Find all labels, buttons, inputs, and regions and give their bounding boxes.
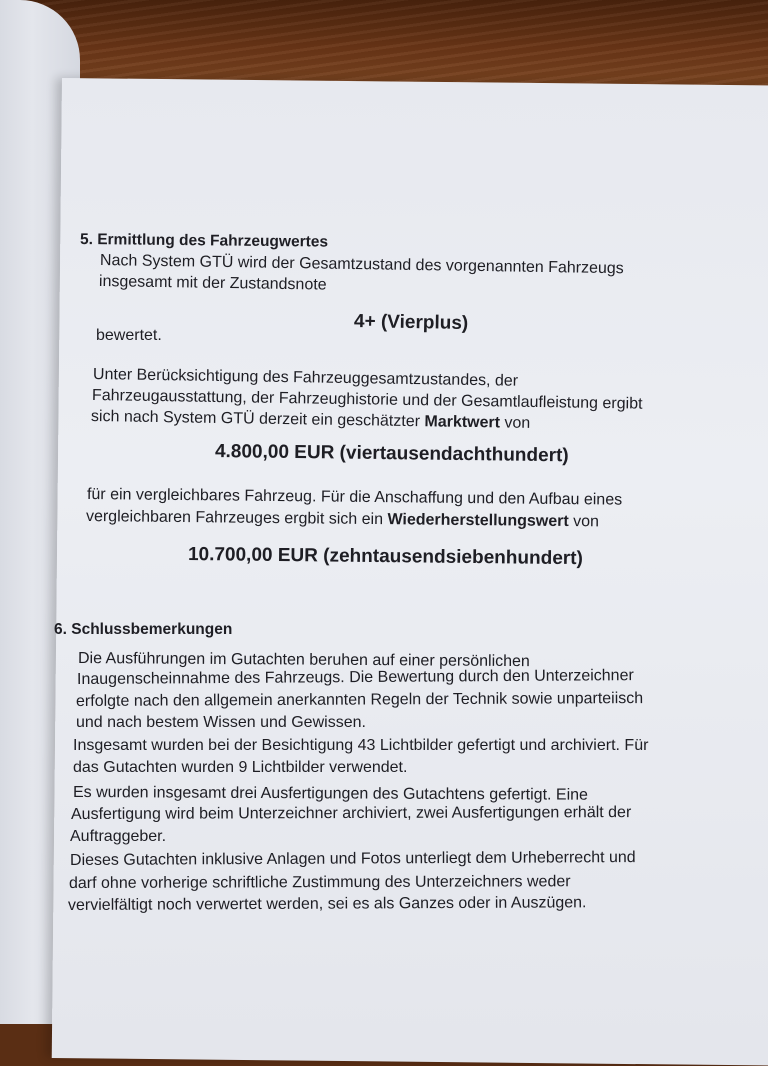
section-6-text-line: Dieses Gutachten inklusive Anlagen und Fotos unterliegt dem Urheberrecht und [69,849,636,869]
section-6-text-line: darf ohne vorherige schriftliche Zustimmung des Unterzeichners weder [68,873,571,892]
section-5-text-line: insgesamt mit der Zustandsnote [98,273,327,294]
market-value: 4.800,00 EUR (viertausendachthundert) [214,441,569,467]
section-6-text-line: Inaugenscheinnahme des Fahrzeugs. Die Bewertung durch den Unterzeichner [76,667,634,688]
replacement-value: 10.700,00 EUR (zehntausendsiebenhundert) [187,544,583,570]
section-6-text-line: Auftraggeber. [70,828,167,845]
section-5-text-line: für ein vergleichbares Fahrzeug. Für die Anschaffung und den Aufbau eines [86,486,623,509]
section-6-text-line: Insgesamt wurden bei der Besichtigung 43 Lichtbilder gefertigt und archiviert. Für [73,737,649,754]
section-6-text-line: Ausfertigung wird beim Unterzeichner archiviert, zwei Ausfertigungen erhält der [70,804,632,823]
text-segment: von [499,414,531,432]
section-6-heading: 6. Schlussbemerkungen [54,621,233,638]
section-5-text-line: Nach System GTÜ wird der Gesamtzustand des vorgenannten Fahrzeugs [99,252,624,278]
section-5-heading: 5. Ermittlung des Fahrzeugwertes [79,231,329,251]
market-value-term: Marktwert [424,413,501,432]
condition-grade: 4+ (Vierplus) [353,311,469,334]
text-segment: vergleichbaren Fahrzeuges ergbit sich ein [85,508,388,529]
section-6-text-line: Es wurden insgesamt drei Ausfertigungen des Gutachtens gefertigt. Eine [72,784,589,804]
replacement-value-term: Wiederherstellungswert [387,511,569,531]
text-segment: von [568,513,600,531]
section-6-text-line: vervielfältigt noch verwertet werden, sei es als Ganzes oder in Auszügen. [67,894,587,914]
section-5-text-line: Fahrzeugausstattung, der Fahrzeughistorie und der Gesamtlaufleistung ergibt [91,387,643,413]
section-5-text-line: Unter Berücksichtigung des Fahrzeuggesamtzustandes, der [92,366,519,390]
section-6-text-line: Die Ausführungen im Gutachten beruhen auf einer persönlichen [77,650,530,671]
section-6-text-line: und nach bestem Wissen und Gewissen. [76,714,366,731]
document-content [54,80,762,1040]
section-5-text-line: bewertet. [96,327,162,344]
text-segment: sich nach System GTÜ derzeit ein geschätzter [90,408,425,431]
section-5-text-line [86,507,599,532]
section-6-text-line: erfolgte nach den allgemein anerkannten Regeln der Technik sowie unparteiisch [75,690,644,710]
section-6-text-line: das Gutachten wurden 9 Lichtbilder verwendet. [73,759,408,776]
